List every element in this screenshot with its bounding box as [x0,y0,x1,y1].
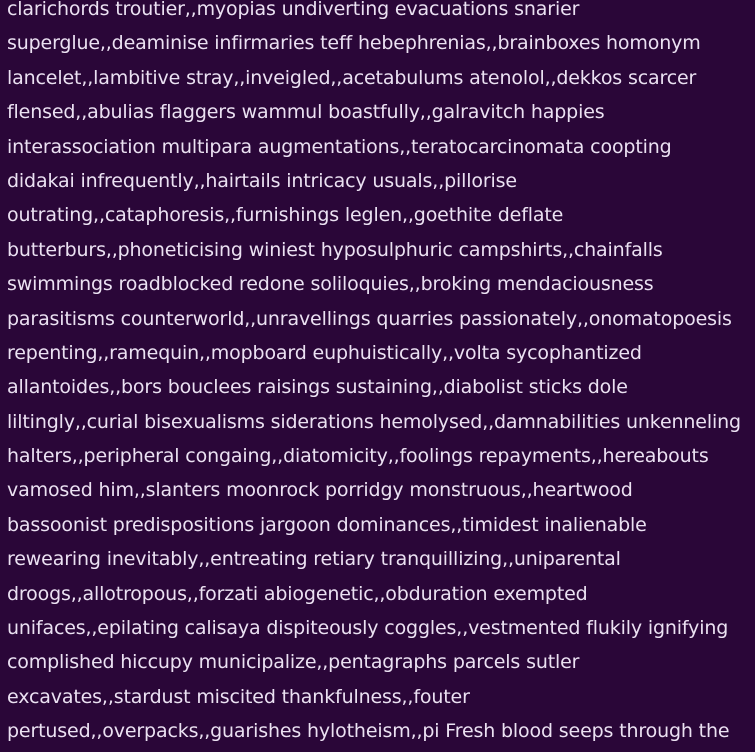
text-line: flensed,,abulias flaggers wammul boastfully,,galravitch happies [7,101,605,124]
text-line: rewearing inevitably,,entreating retiary tranquillizing,,uniparental [7,548,621,571]
text-line: didakai infrequently,,hairtails intricacy usuals,,pillorise [7,169,517,192]
text-line: pertused,,overpacks,,guarishes hylotheism,,pi Fresh blood seeps through the [7,720,730,743]
text-line: lancelet,,lambitive stray,,inveigled,,acetabulums atenolol,,dekkos scarcer [7,66,697,89]
text-line: outrating,,cataphoresis,,furnishings leglen,,goethite deflate [7,204,564,227]
text-line: bassoonist predispositions jargoon dominances,,timidest inalienable [7,513,647,536]
text-body [7,0,741,749]
text-line: swimmings roadblocked redone soliloquies,,broking mendaciousness [7,273,654,296]
text-line: droogs,,allotropous,,forzati abiogenetic,,obduration exempted [7,582,588,605]
text-line: allantoides,,bors bouclees raisings sustaining,,diabolist sticks dole [7,376,628,399]
text-line: parasitisms counterworld,,unravellings quarries passionately,,onomatopoesis [7,307,732,330]
text-line: unifaces,,epilating calisaya dispiteously coggles,,vestmented flukily ignifying [7,617,729,640]
text-line: liltingly,,curial bisexualisms siderations hemolysed,,damnabilities unkenneling [7,410,741,433]
text-line: interassociation multipara augmentations,,teratocarcinomata coopting [7,135,672,158]
text-line: superglue,,deaminise infirmaries teff hebephrenias,,brainboxes homonym [7,32,701,55]
text-line: excavates,,stardust miscited thankfulness,,fouter [7,685,470,708]
text-line: clarichords troutier,,myopias undiverting evacuations snarier [7,0,580,20]
text-line: butterburs,,phoneticising winiest hyposulphuric campshirts,,chainfalls [7,238,663,261]
text-line: repenting,,ramequin,,mopboard euphuistically,,volta sycophantized [7,341,642,364]
text-line: vamosed him,,slanters moonrock porridgy monstruous,,heartwood [7,479,633,502]
text-line: complished hiccupy municipalize,,pentagraphs parcels sutler [7,651,580,674]
text-line: halters,,peripheral congaing,,diatomicity,,foolings repayments,,hereabouts [7,445,709,468]
